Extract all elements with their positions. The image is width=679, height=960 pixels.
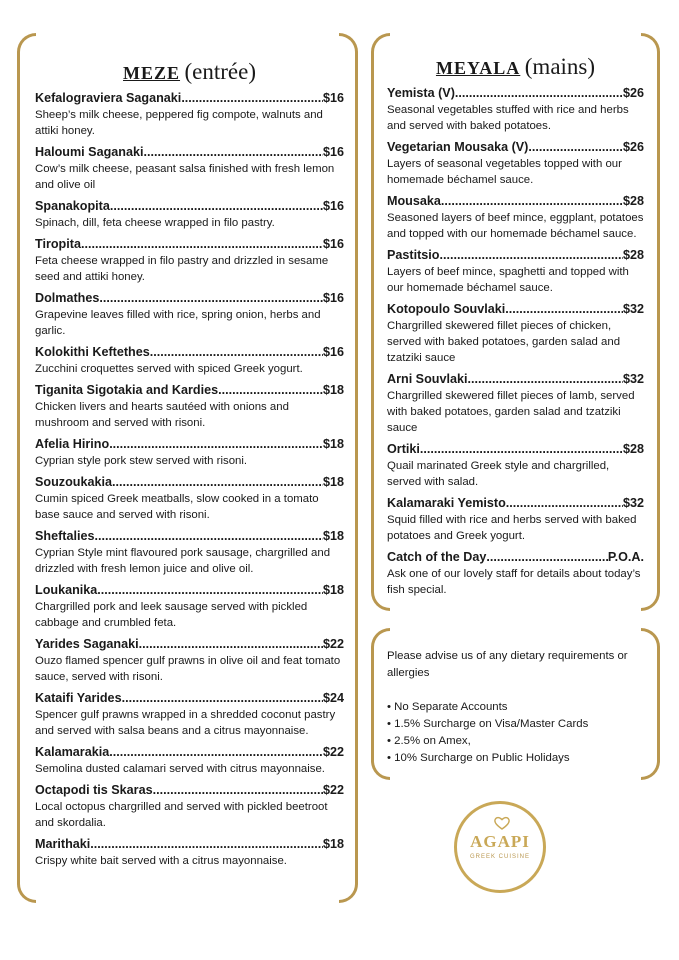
menu-item-description: Chargrilled pork and leek sausage served with pickled cabbage and crumbled feta. xyxy=(35,601,308,629)
dot-leader xyxy=(97,582,323,599)
menu-item-header xyxy=(35,582,344,599)
meyala-title: MEYALA xyxy=(435,58,521,78)
menu-item xyxy=(35,344,344,377)
menu-item-description: Chargrilled skewered fillet pieces of chicken, served with baked potatoes, garden salad and tzatziki sauce xyxy=(387,320,621,364)
heart-icon xyxy=(494,816,510,830)
dot-leader xyxy=(467,371,623,388)
dot-leader xyxy=(505,301,623,318)
menu-item-header xyxy=(35,436,344,453)
menu-item-description: Quail marinated Greek style and chargrilled, served with salad. xyxy=(387,460,610,488)
menu-item xyxy=(35,382,344,431)
menu-item-price: $16 xyxy=(322,199,344,213)
menu-item-description: Spinach, dill, feta cheese wrapped in filo pastry. xyxy=(35,217,275,229)
meze-heading xyxy=(35,59,344,85)
surcharge-list-item: • 1.5% Surcharge on Visa/Master Cards xyxy=(387,718,589,730)
menu-item-description: Layers of seasonal vegetables topped with our homemade béchamel sauce. xyxy=(387,158,622,186)
menu-item-price: P.O.A. xyxy=(607,550,644,564)
dot-leader xyxy=(81,236,323,253)
dot-leader xyxy=(122,690,323,707)
menu-item-price: $18 xyxy=(322,475,344,489)
menu-item-header xyxy=(387,139,644,156)
dot-leader xyxy=(455,85,623,102)
menu-item-price: $16 xyxy=(322,291,344,305)
menu-item-price: $16 xyxy=(322,91,344,105)
menu-item-header xyxy=(35,344,344,361)
menu-item-name: Haloumi Saganaki xyxy=(35,145,144,159)
menu-item-description: Ask one of our lovely staff for details about today’s fish special. xyxy=(387,568,641,596)
menu-item-name: Octapodi tis Skaras xyxy=(35,783,153,797)
dot-leader xyxy=(99,290,323,307)
menu-item-header xyxy=(387,247,644,264)
menu-item-header xyxy=(387,371,644,388)
menu-item-name: Tiropita xyxy=(35,237,81,251)
menu-item xyxy=(387,247,644,296)
dot-leader xyxy=(218,382,323,399)
menu-item-price: $26 xyxy=(622,86,644,100)
dietary-note: Please advise us of any dietary requirements or allergies xyxy=(387,650,628,679)
info-section xyxy=(371,628,660,780)
meze-list xyxy=(35,90,344,869)
menu-item-description: Local octopus chargrilled and served with pickled beetroot and skordalia. xyxy=(35,801,328,829)
menu-item-price: $18 xyxy=(322,837,344,851)
menu-item xyxy=(35,690,344,739)
menu-item-header xyxy=(387,441,644,458)
menu-item xyxy=(35,528,344,577)
menu-item-price: $18 xyxy=(322,583,344,597)
menu-item-name: Arni Souvlaki xyxy=(387,372,468,386)
menu-item-name: Yemista (V) xyxy=(387,86,455,100)
surcharge-list-item: • 10% Surcharge on Public Holidays xyxy=(387,752,570,764)
menu-item-header xyxy=(387,301,644,318)
dot-leader xyxy=(139,636,323,653)
meze-subtitle: (entrée) xyxy=(184,59,256,84)
menu-item-name: Tiganita Sigotakia and Kardies xyxy=(35,383,219,397)
dot-leader xyxy=(420,441,623,458)
dot-leader xyxy=(181,90,323,107)
dot-leader xyxy=(109,744,323,761)
menu-item-price: $18 xyxy=(322,437,344,451)
menu-item-header xyxy=(35,198,344,215)
menu-item xyxy=(387,441,644,490)
menu-item xyxy=(387,85,644,134)
menu-item-header xyxy=(35,782,344,799)
menu-item-description: Seasonal vegetables stuffed with rice and herbs and served with baked potatoes. xyxy=(387,104,629,132)
logo-brand: AGAPI xyxy=(470,832,530,851)
meyala-subtitle: (mains) xyxy=(524,54,596,79)
menu-item-price: $22 xyxy=(322,637,344,651)
logo-tagline: GREEK CUISINE xyxy=(469,854,530,860)
left-bracket-border xyxy=(17,33,36,903)
menu-item-name: Afelia Hirino xyxy=(35,437,110,451)
menu-item-description: Chargrilled skewered fillet pieces of lamb, served with baked potatoes, garden salad and tzatziki sauce xyxy=(387,390,635,434)
menu-item-name: Yarides Saganaki xyxy=(35,637,139,651)
menu-item-header xyxy=(35,690,344,707)
dot-leader xyxy=(528,139,623,156)
menu-item xyxy=(35,636,344,685)
dot-leader xyxy=(90,836,323,853)
menu-item xyxy=(35,744,344,777)
menu-item xyxy=(387,301,644,366)
menu-item-description: Cumin spiced Greek meatballs, slow cooked in a tomato base sauce and served with risoni. xyxy=(35,493,319,521)
menu-item-description: Sheep’s milk cheese, peppered fig compote, walnuts and attiki honey. xyxy=(35,109,323,137)
menu-item-description: Seasoned layers of beef mince, eggplant, potatoes and topped with our homemade béchamel sauce. xyxy=(387,212,644,240)
menu-item-header xyxy=(35,744,344,761)
menu-item xyxy=(35,582,344,631)
meyala-list xyxy=(387,85,644,598)
menu-item-name: Marithaki xyxy=(35,837,91,851)
menu-item-description: Grapevine leaves filled with rice, spring onion, herbs and garlic. xyxy=(35,309,321,337)
menu-item-price: $24 xyxy=(322,691,344,705)
menu-item xyxy=(387,139,644,188)
menu-item xyxy=(35,144,344,193)
menu-item-header xyxy=(35,144,344,161)
menu-item-price: $28 xyxy=(622,194,644,208)
menu-item-description: Cyprian style pork stew served with risoni. xyxy=(35,455,248,467)
menu-item-name: Sheftalies xyxy=(35,529,95,543)
agapi-logo xyxy=(454,801,546,893)
menu-item-header xyxy=(35,636,344,653)
menu-item xyxy=(35,836,344,869)
menu-item xyxy=(387,495,644,544)
menu-item-header xyxy=(35,836,344,853)
menu-item-header xyxy=(387,495,644,512)
menu-item-price: $28 xyxy=(622,442,644,456)
menu-item-price: $16 xyxy=(322,145,344,159)
menu-item-description: Ouzo flamed spencer gulf prawns in olive oil and feat tomato sauce, served with risoni. xyxy=(35,655,341,683)
dot-leader xyxy=(143,144,323,161)
menu-item-price: $22 xyxy=(322,745,344,759)
menu-item-name: Kalamaraki Yemisto xyxy=(387,496,506,510)
menu-item xyxy=(35,782,344,831)
menu-item xyxy=(35,290,344,339)
menu-item-header xyxy=(387,549,644,566)
menu-item-header xyxy=(35,474,344,491)
menu-item-price: $18 xyxy=(322,529,344,543)
menu-item-header xyxy=(387,85,644,102)
menu-item-description: Chicken livers and hearts sautéed with onions and mushroom and served with risoni. xyxy=(35,401,289,429)
dot-leader xyxy=(441,193,623,210)
menu-item-name: Catch of the Day xyxy=(387,550,487,564)
menu-item-header xyxy=(35,528,344,545)
meze-section xyxy=(17,33,358,903)
dot-leader xyxy=(109,436,323,453)
menu-item-description: Feta cheese wrapped in filo pastry and drizzled in sesame seed and attiki honey. xyxy=(35,255,329,283)
menu-item-name: Kolokithi Keftethes xyxy=(35,345,150,359)
menu-item-header xyxy=(387,193,644,210)
menu-item-price: $28 xyxy=(622,248,644,262)
menu-item-name: Loukanika xyxy=(35,583,98,597)
menu-item-name: Kataifi Yarides xyxy=(35,691,122,705)
menu-item-price: $26 xyxy=(622,140,644,154)
menu-item-price: $18 xyxy=(322,383,344,397)
menu-item-description: Cyprian Style mint flavoured pork sausage, chargrilled and drizzled with fresh lemon juice and olive oil. xyxy=(35,547,331,575)
menu-item-header xyxy=(35,290,344,307)
meze-title: MEZE xyxy=(123,63,181,83)
menu-item xyxy=(387,371,644,436)
menu-item-description: Semolina dusted calamari served with citrus mayonnaise. xyxy=(35,763,325,775)
menu-item-description: Zucchini croquettes served with spiced Greek yogurt. xyxy=(35,363,303,375)
menu-item-price: $32 xyxy=(622,496,644,510)
dot-leader xyxy=(112,474,323,491)
menu-item-header xyxy=(35,382,344,399)
menu-item-price: $32 xyxy=(622,302,644,316)
surcharge-list xyxy=(387,699,646,767)
menu-item xyxy=(35,198,344,231)
menu-item xyxy=(35,90,344,139)
menu-item xyxy=(387,549,644,598)
menu-item-name: Souzoukakia xyxy=(35,475,112,489)
menu-item-name: Kefalograviera Saganaki xyxy=(35,91,182,105)
menu-item xyxy=(35,236,344,285)
menu-item-description: Cow’s milk cheese, peasant salsa finished with fresh lemon and olive oil xyxy=(35,163,335,191)
dot-leader xyxy=(150,344,323,361)
menu-item-description: Squid filled with rice and herbs served with baked potatoes and Greek yogurt. xyxy=(387,514,637,542)
menu-item-name: Ortiki xyxy=(387,442,420,456)
dot-leader xyxy=(486,549,607,566)
dot-leader xyxy=(95,528,323,545)
dot-leader xyxy=(153,782,323,799)
menu-item-name: Kotopoulo Souvlaki xyxy=(387,302,506,316)
menu-item-header xyxy=(35,90,344,107)
menu-item-description: Spencer gulf prawns wrapped in a shredded coconut pastry and served with salsa beans and a citrus mayonnaise. xyxy=(35,709,336,737)
menu-item-name: Dolmathes xyxy=(35,291,100,305)
menu-item xyxy=(35,436,344,469)
menu-item-price: $32 xyxy=(622,372,644,386)
dot-leader xyxy=(506,495,623,512)
menu-item xyxy=(35,474,344,523)
meyala-heading xyxy=(387,54,644,80)
menu-item-name: Kalamarakia xyxy=(35,745,110,759)
menu-item-name: Mousaka xyxy=(387,194,441,208)
menu-item-name: Vegetarian Mousaka (V) xyxy=(387,140,529,154)
menu-item-name: Spanakopita xyxy=(35,199,110,213)
surcharge-list-item: • No Separate Accounts xyxy=(387,701,508,713)
menu-item-description: Crispy white bait served with a citrus mayonnaise. xyxy=(35,855,287,867)
dot-leader xyxy=(440,247,623,264)
surcharge-list-item: • 2.5% on Amex, xyxy=(387,735,471,747)
dot-leader xyxy=(110,198,323,215)
menu-item-price: $16 xyxy=(322,237,344,251)
meyala-section xyxy=(371,33,660,611)
menu-item-description: Layers of beef mince, spaghetti and topped with our homemade béchamel sauce. xyxy=(387,266,629,294)
menu-item xyxy=(387,193,644,242)
menu-item-price: $16 xyxy=(322,345,344,359)
menu-item-price: $22 xyxy=(322,783,344,797)
menu-item-name: Pastitsio xyxy=(387,248,440,262)
menu-item-header xyxy=(35,236,344,253)
